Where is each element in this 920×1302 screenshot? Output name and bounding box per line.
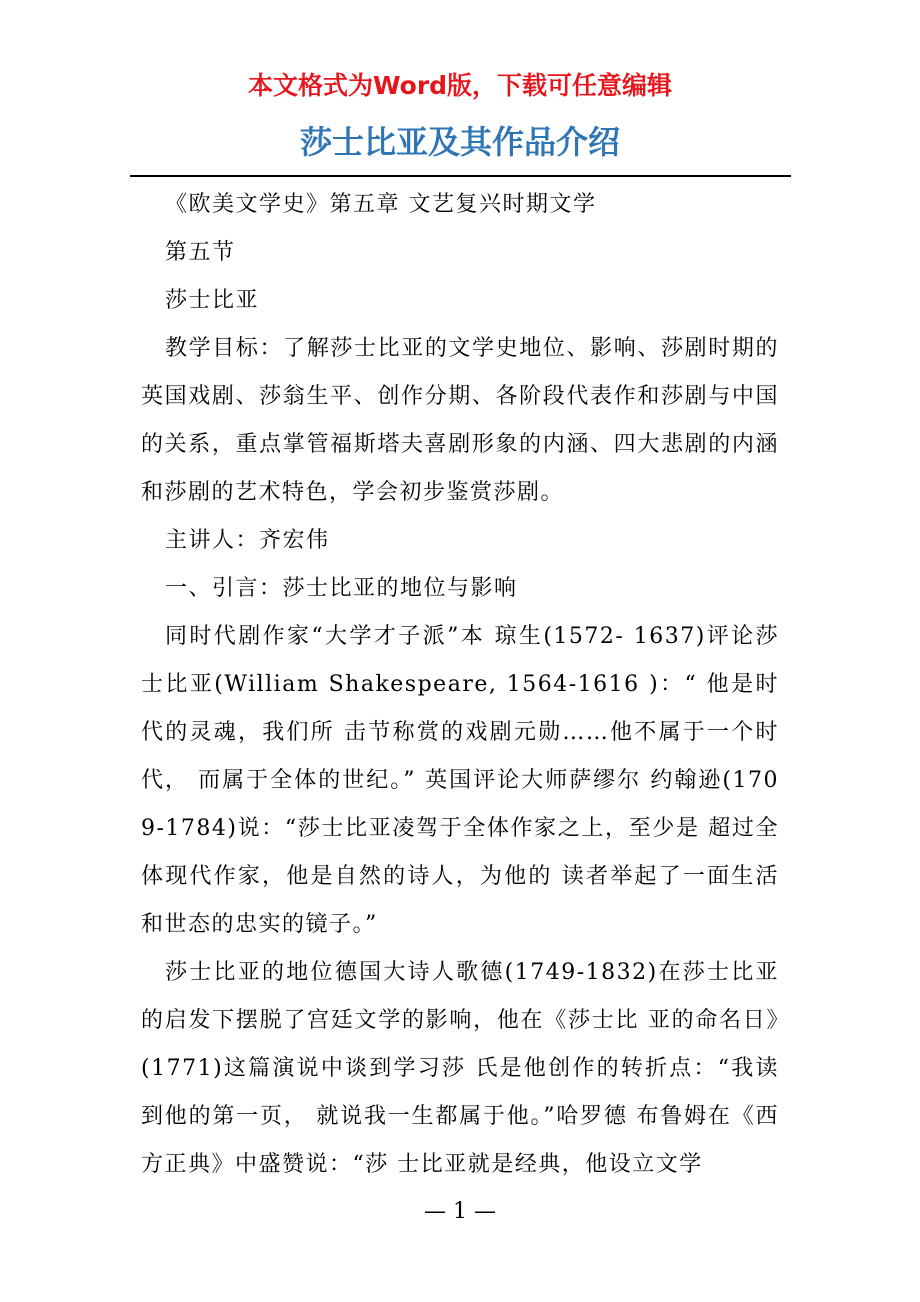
download-banner: 本文格式为Word版，下载可任意编辑 xyxy=(247,71,673,100)
introduction-heading: 一、引言：莎士比亚的地位与影响 xyxy=(165,576,518,601)
lecturer-line: 主讲人：齐宏伟 xyxy=(165,528,330,553)
influence-paragraph: 莎士比亚的地位德国大诗人歌德(1749-1832)在莎士比亚的启发下摆脱了宫廷文学的影响，他在《莎士比 亚的命名日》(1771)这篇演说中谈到学习莎 氏是他创作的转折点：“我读到他的第一页， 就说我一生都属于他。”哈罗德 布鲁姆在《西方正典》中盛赞说：“莎 士比亚就是经典，他设立文学 xyxy=(141,960,779,1177)
topic-heading: 莎士比亚 xyxy=(165,288,260,313)
title-divider xyxy=(130,175,791,177)
contemporary-reviews-paragraph: 同时代剧作家“大学才子派”本 琼生(1572- 1637)评论莎士比亚(William Shakespeare, 1564-1616 )：“ 他是时代的灵魂，我们所 击节称赏的戏剧元勋……他不属于一个时代， 而属于全体的世纪。” 英国评论大师萨缪尔 约翰逊(1709-1784)说：“莎士比亚凌驾于全体作家之上，至少是 超过全体现代作家，他是自然的诗人，为他的 读者举起了一面生活和世态的忠实的镜子。” xyxy=(141,624,779,937)
section-heading: 第五节 xyxy=(165,240,236,265)
document-title: 莎士比亚及其作品介绍 xyxy=(299,123,620,161)
page-number: — 1 — xyxy=(424,1199,496,1224)
chapter-heading: 《欧美文学史》第五章 文艺复兴时期文学 xyxy=(165,192,597,217)
teaching-objectives-paragraph: 教学目标：了解莎士比亚的文学史地位、影响、莎剧时期的英国戏剧、莎翁生平、创作分期、各阶段代表作和莎剧与中国的关系，重点掌管福斯塔夫喜剧形象的内涵、四大悲剧的内涵和莎剧的艺术特色，学会初步鉴赏莎剧。 xyxy=(141,336,779,505)
document-body xyxy=(141,181,779,1189)
